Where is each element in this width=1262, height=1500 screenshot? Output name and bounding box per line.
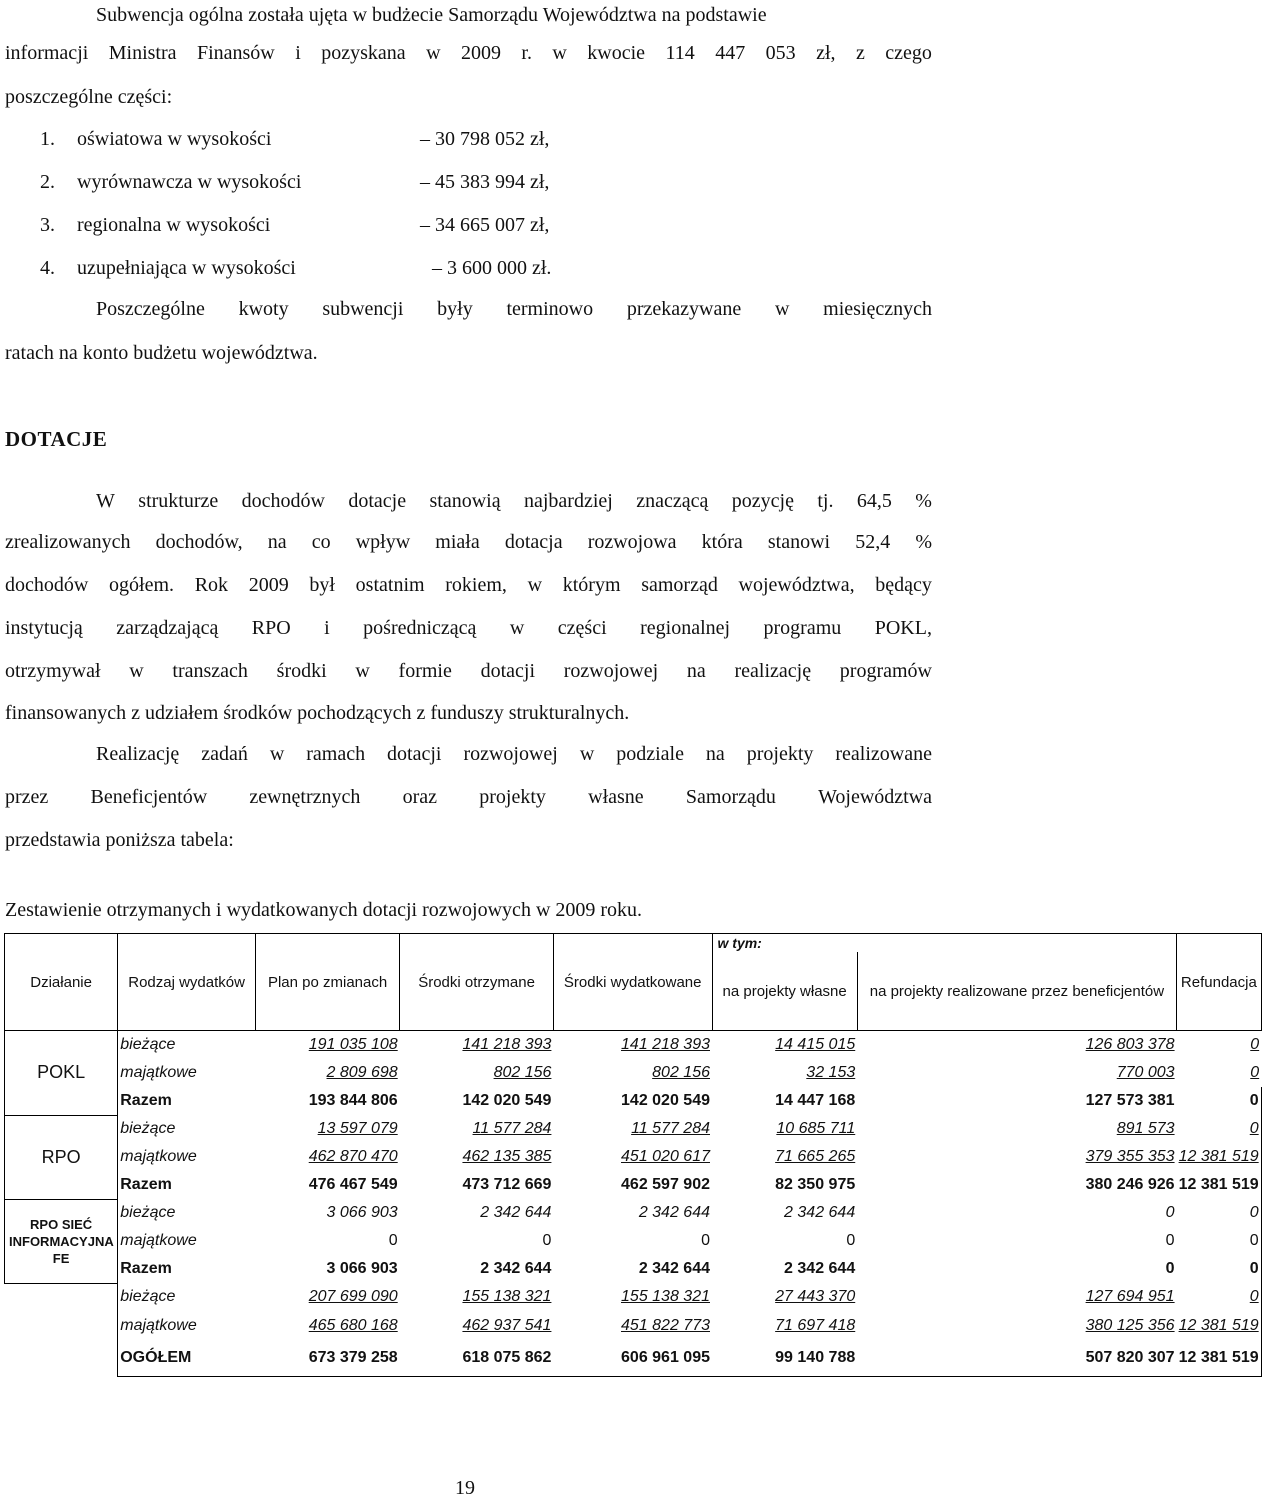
para3-line-2: zrealizowanych dochodów, na co wpływ miała dotacja rozwojowa która stanowi 52,4 % <box>5 531 932 553</box>
section-heading: DOTACJE <box>5 427 108 451</box>
table-row: majątkowe 462 870 470 462 135 385 451 020 617 71 665 265 379 355 353 12 381 519 <box>5 1143 1262 1171</box>
group-label-rpo-siec: RPO SIEĆ INFORMACYJNA FE <box>5 1199 118 1283</box>
para4-line-2: przez Beneficjentów zewnętrznych oraz projekty własne Samorządu Województwa <box>5 786 933 808</box>
para3-line-6: finansowanych z udziałem środków pochodzących z funduszy strukturalnych. <box>5 702 630 724</box>
table-caption: Zestawienie otrzymanych i wydatkowanych dotacji rozwojowych w 2009 roku. <box>5 899 643 921</box>
row-type: majątkowe <box>120 1232 197 1249</box>
row-type: bieżące <box>118 1283 256 1312</box>
subsidy-table <box>4 933 1262 1377</box>
table-row: majątkowe 465 680 168 462 937 541 451 822 773 71 697 418 380 125 356 12 381 519 <box>5 1312 1262 1340</box>
table-header-row <box>5 934 1262 953</box>
table-row: majątkowe 0 0 0 0 0 0 <box>5 1227 1262 1255</box>
table-row: Razem 476 467 549 473 712 669 462 597 902 82 350 975 380 246 926 12 381 519 <box>5 1171 1262 1199</box>
table-row: bieżące 207 699 090 155 138 321 155 138 321 27 443 370 127 694 951 0 <box>5 1283 1262 1312</box>
para2-line-2: ratach na konto budżetu województwa. <box>5 342 318 364</box>
para4-line-3: przedstawia poniższa tabela: <box>5 829 234 851</box>
group-label-rpo: RPO <box>5 1115 118 1199</box>
table-row: majątkowe 2 809 698 802 156 802 156 32 153 770 003 0 <box>5 1059 1262 1087</box>
para2-line-1: Poszczególne kwoty subwencji były terminowo przekazywane w miesięcznych <box>96 298 932 320</box>
table-row: Razem 193 844 806 142 020 549 142 020 549 14 447 168 127 573 381 0 <box>5 1087 1262 1115</box>
para3-line-5: otrzymywał w transzach środki w formie dotacji rozwojowej na realizację programów <box>5 660 932 682</box>
header-wlasne: na projekty własne <box>712 952 857 1031</box>
row-type: majątkowe <box>118 1312 256 1340</box>
header-plan: Plan po zmianach <box>255 934 399 1031</box>
header-otrzymane: Środki otrzymane <box>400 934 554 1031</box>
header-wydatkowane: Środki wydatkowane <box>553 934 712 1031</box>
para3-line-1: W strukturze dochodów dotacje stanowią najbardziej znaczącą pozycję tj. 64,5 % <box>96 490 932 512</box>
intro-line-2: informacji Ministra Finansów i pozyskana w 2009 r. w kwocie 114 447 053 zł, z czego <box>5 42 932 64</box>
para3-line-4: instytucją zarządzającą RPO i pośredniczącą w części regionalnej programu POKL, <box>5 617 932 639</box>
list-item: 4. uzupełniająca w wysokości – 3 600 000 zł. <box>40 257 552 279</box>
para3-line-3: dochodów ogółem. Rok 2009 był ostatnim rokiem, w którym samorząd województwa, będący <box>5 574 932 596</box>
table-row: RPO SIEĆ INFORMACYJNA FE bieżące 3 066 903 2 342 644 2 342 644 2 342 644 0 0 <box>5 1199 1262 1227</box>
row-type: Razem <box>120 1176 172 1193</box>
group-label-pokl: POKL <box>5 1031 118 1116</box>
row-type: OGÓŁEM <box>118 1340 256 1377</box>
row-type: Razem <box>120 1260 172 1277</box>
table-row: Razem 3 066 903 2 342 644 2 342 644 2 342 644 0 0 <box>5 1255 1262 1283</box>
row-type: bieżące <box>120 1120 176 1137</box>
list-item: 3. regionalna w wysokości – 34 665 007 zł, <box>40 214 550 236</box>
header-dzialanie: Działanie <box>5 934 118 1031</box>
header-beneficjentow: na projekty realizowane przez beneficjentów <box>857 952 1176 1031</box>
table-row: POKL bieżące 191 035 108 141 218 393 141 218 393 14 415 015 126 803 378 0 <box>5 1031 1262 1060</box>
row-type: Razem <box>120 1092 172 1109</box>
page-number: 19 <box>455 1477 475 1499</box>
row-type: bieżące <box>118 1031 256 1060</box>
para4-line-1: Realizację zadań w ramach dotacji rozwojowej w podziale na projekty realizowane <box>96 743 932 765</box>
header-rodzaj: Rodzaj wydatków <box>118 934 256 1031</box>
row-type: bieżące <box>120 1204 176 1221</box>
intro-line-3: poszczególne części: <box>5 86 173 108</box>
row-type: majątkowe <box>120 1064 197 1081</box>
table-row: OGÓŁEM 673 379 258 618 075 862 606 961 095 99 140 788 507 820 307 12 381 519 <box>5 1340 1262 1377</box>
list-item: 2. wyrównawcza w wysokości – 45 383 994 zł, <box>40 171 550 193</box>
header-refundacja: Refundacja <box>1177 934 1262 1031</box>
list-item: 1. oświatowa w wysokości – 30 798 052 zł, <box>40 128 550 150</box>
intro-line-1: Subwencja ogólna została ujęta w budżecie Samorządu Województwa na podstawie <box>96 4 767 26</box>
row-type: majątkowe <box>120 1148 197 1165</box>
table-row: RPO bieżące 13 597 079 11 577 284 11 577 284 10 685 711 891 573 0 <box>5 1115 1262 1143</box>
header-w-tym: w tym: <box>712 934 1177 953</box>
